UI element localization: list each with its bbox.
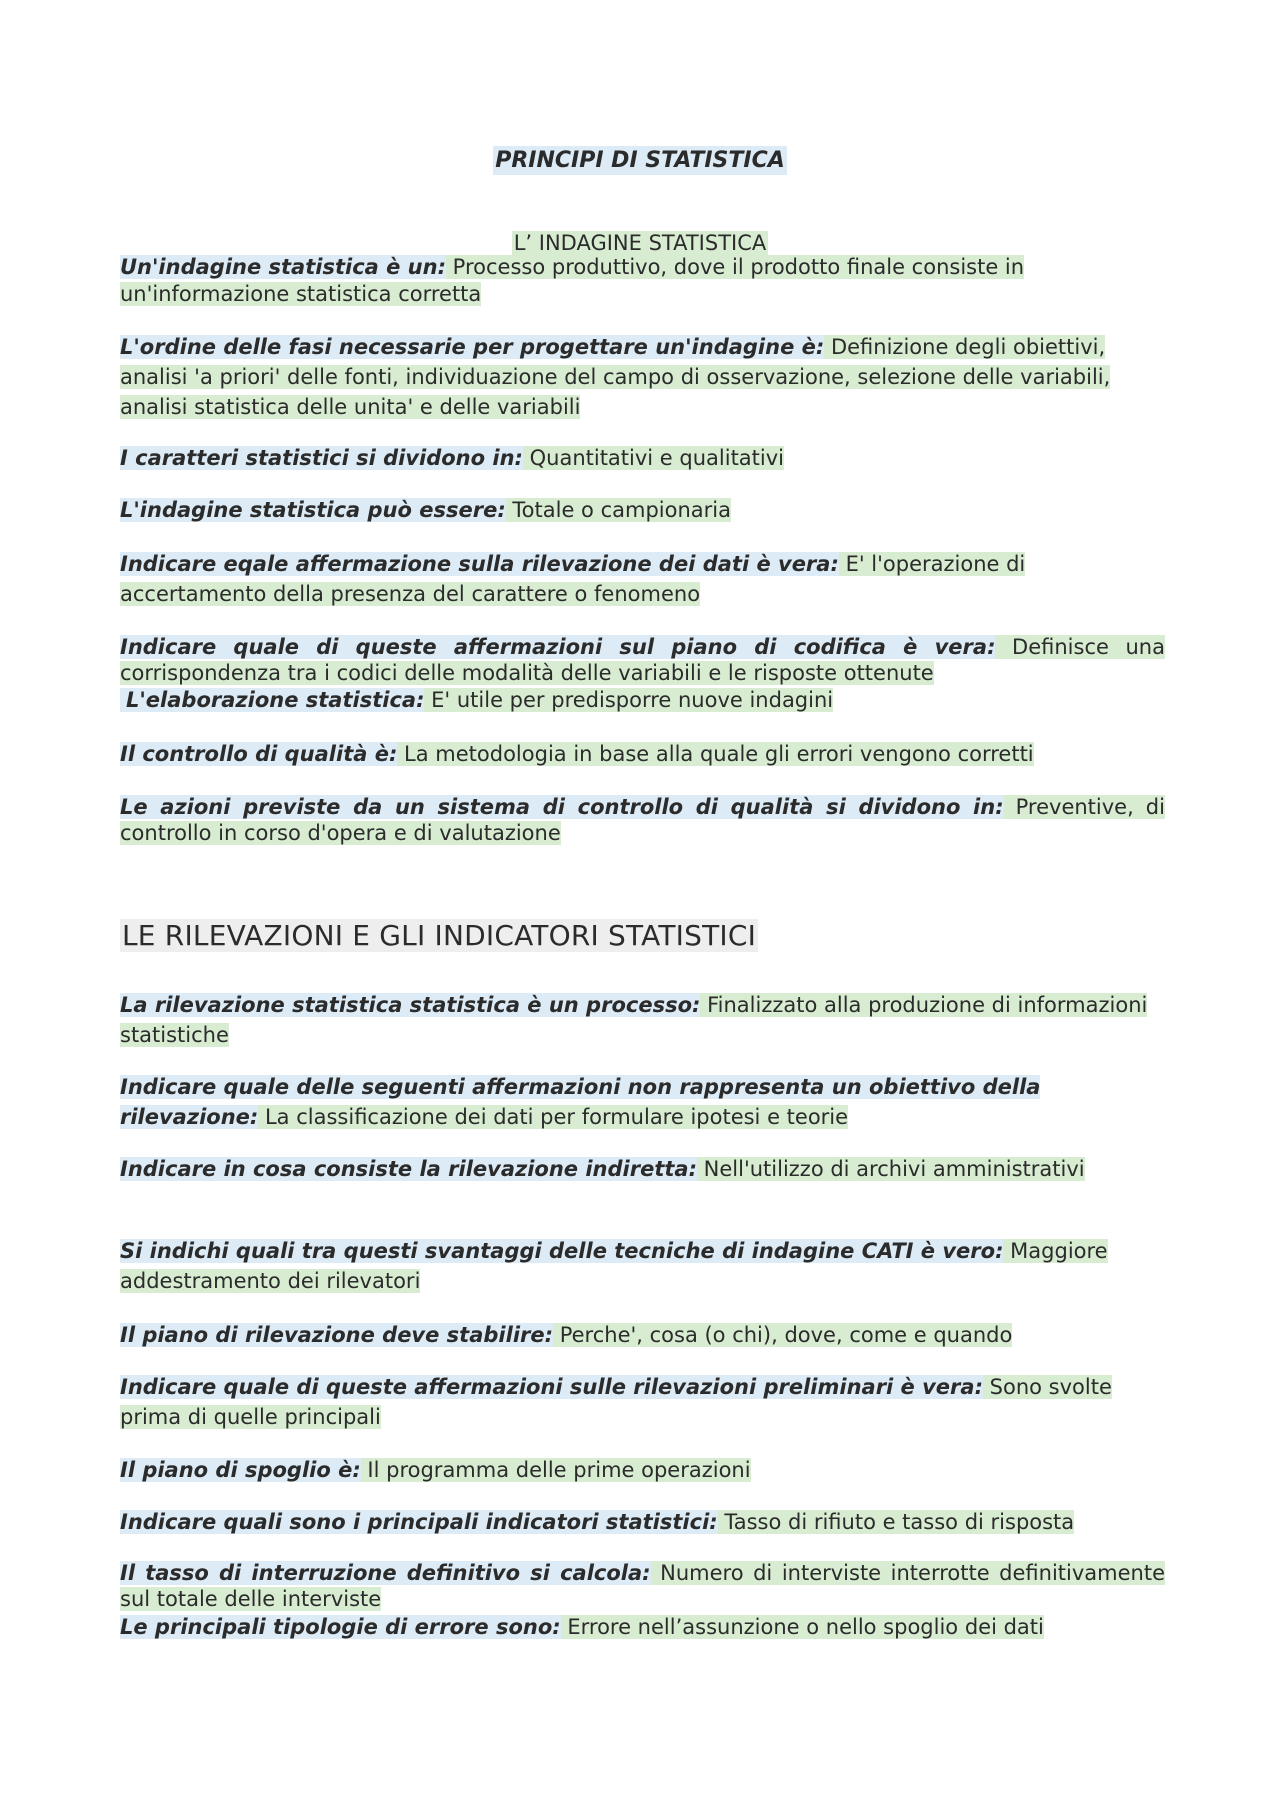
- question: L'elaborazione statistica:: [120, 688, 424, 712]
- qa-item: [120, 1372, 1165, 1432]
- section1-heading-text: L’ INDAGINE STATISTICA: [513, 231, 767, 255]
- answer: E' utile per predisporre nuove indagini: [431, 688, 834, 712]
- document-title: [0, 148, 1280, 173]
- answer-space: [839, 552, 846, 576]
- question: Le azioni previste da un sistema di controllo di qualità si dividono in:: [120, 795, 1004, 819]
- question: La rilevazione statistica statistica è un processo:: [120, 993, 701, 1017]
- answer-space: [446, 255, 453, 279]
- qa-item: [120, 1457, 1165, 1484]
- qa-item: [120, 549, 1165, 609]
- answer-space: [824, 335, 831, 359]
- question: L'ordine delle fasi necessarie per progettare un'indagine è:: [120, 335, 825, 359]
- answer: Preventive, di controllo in corso d'opera e di valutazione: [120, 795, 1165, 845]
- section2-heading-text: LE RILEVAZIONI E GLI INDICATORI STATISTICI: [122, 919, 757, 952]
- question: Indicare quale di queste affermazioni sul piano di codifica è vera:: [120, 635, 996, 659]
- answer-space: [258, 1105, 265, 1129]
- answer: Tasso di rifiuto e tasso di risposta: [724, 1510, 1075, 1534]
- qa-item: [120, 990, 1165, 1050]
- question: Il tasso di interruzione definitivo si calcola:: [120, 1561, 651, 1585]
- question: Indicare quale di queste affermazioni sulle rilevazioni preliminari è vera:: [120, 1375, 983, 1399]
- question: Il piano di rilevazione deve stabilire:: [120, 1323, 554, 1347]
- qa-item: [120, 741, 1165, 768]
- qa-item: [120, 1154, 1165, 1184]
- question: I caratteri statistici si dividono in:: [120, 446, 523, 470]
- answer-space: [983, 1375, 990, 1399]
- question: Il controllo di qualità è:: [120, 742, 398, 766]
- qa-item: [120, 254, 1165, 308]
- qa-item: [120, 1560, 1165, 1612]
- answer-space: [995, 635, 1012, 659]
- answer: Definisce una corrispondenza tra i codici delle modalità delle variabili e le risposte ottenute: [120, 635, 1165, 685]
- qa-item: [120, 634, 1165, 686]
- question: Le principali tipologie di errore sono:: [120, 1615, 561, 1639]
- qa-item: [120, 1509, 1165, 1536]
- answer: Numero di interviste interrotte definitivamente sul totale delle interviste: [120, 1561, 1165, 1611]
- question: Indicare quale delle seguenti affermazioni non rappresenta un obiettivo della rilevazione:: [120, 1075, 1041, 1129]
- answer: Quantitativi e qualitativi: [529, 446, 785, 470]
- answer: Il programma delle prime operazioni: [367, 1458, 751, 1482]
- answer-space: [523, 446, 530, 470]
- document-title-text: PRINCIPI DI STATISTICA: [495, 148, 785, 173]
- question: Il piano di spoglio è:: [120, 1458, 361, 1482]
- qa-item: [120, 1072, 1165, 1132]
- answer: Perche', cosa (o chi), dove, come e quando: [559, 1323, 1013, 1347]
- qa-item: [120, 497, 1165, 524]
- answer-space: [553, 1323, 560, 1347]
- answer-space: [697, 1157, 704, 1181]
- answer: Maggiore addestramento dei rilevatori: [120, 1239, 1108, 1293]
- qa-item: [120, 445, 1165, 472]
- qa-item: [120, 1322, 1165, 1349]
- question: L'indagine statistica può essere:: [120, 498, 506, 522]
- answer: La metodologia in base alla quale gli errori vengono corretti: [404, 742, 1034, 766]
- answer: Totale o campionaria: [512, 498, 731, 522]
- answer: Finalizzato alla produzione di informazioni statistiche: [120, 993, 1148, 1047]
- answer: Sono svolte prima di quelle principali: [120, 1375, 1112, 1429]
- section1-heading: [0, 231, 1280, 255]
- qa-item: [120, 332, 1165, 422]
- qa-item: [120, 794, 1165, 846]
- qa-item: [120, 1236, 1165, 1296]
- section2-heading: [120, 919, 758, 952]
- question: Indicare quali sono i principali indicatori statistici:: [120, 1510, 718, 1534]
- answer: La classificazione dei dati per formulare ipotesi e teorie: [264, 1105, 849, 1129]
- answer-space: [1004, 795, 1016, 819]
- answer: Errore nell’assunzione o nello spoglio dei dati: [567, 1615, 1044, 1639]
- qa-item: [120, 687, 1165, 714]
- question: Un'indagine statistica è un:: [120, 255, 446, 279]
- question: Si indichi quali tra questi svantaggi delle tecniche di indagine CATI è vero:: [120, 1239, 1004, 1263]
- question: Indicare in cosa consiste la rilevazione indiretta:: [120, 1157, 697, 1181]
- answer: Definizione degli obiettivi, analisi 'a priori' delle fonti, individuazione del campo di osservazione, selezione delle variabili, analisi statistica delle unita' e delle variabili: [120, 335, 1111, 419]
- answer: Nell'utilizzo di archivi amministrativi: [703, 1157, 1085, 1181]
- qa-item: [120, 1614, 1165, 1641]
- question: Indicare eqale affermazione sulla rilevazione dei dati è vera:: [120, 552, 839, 576]
- answer-space: [651, 1561, 661, 1585]
- answer: E' l'operazione di accertamento della presenza del carattere o fenomeno: [120, 552, 1026, 606]
- answer: Processo produttivo, dove il prodotto finale consiste in un'informazione statistica corretta: [120, 255, 1025, 306]
